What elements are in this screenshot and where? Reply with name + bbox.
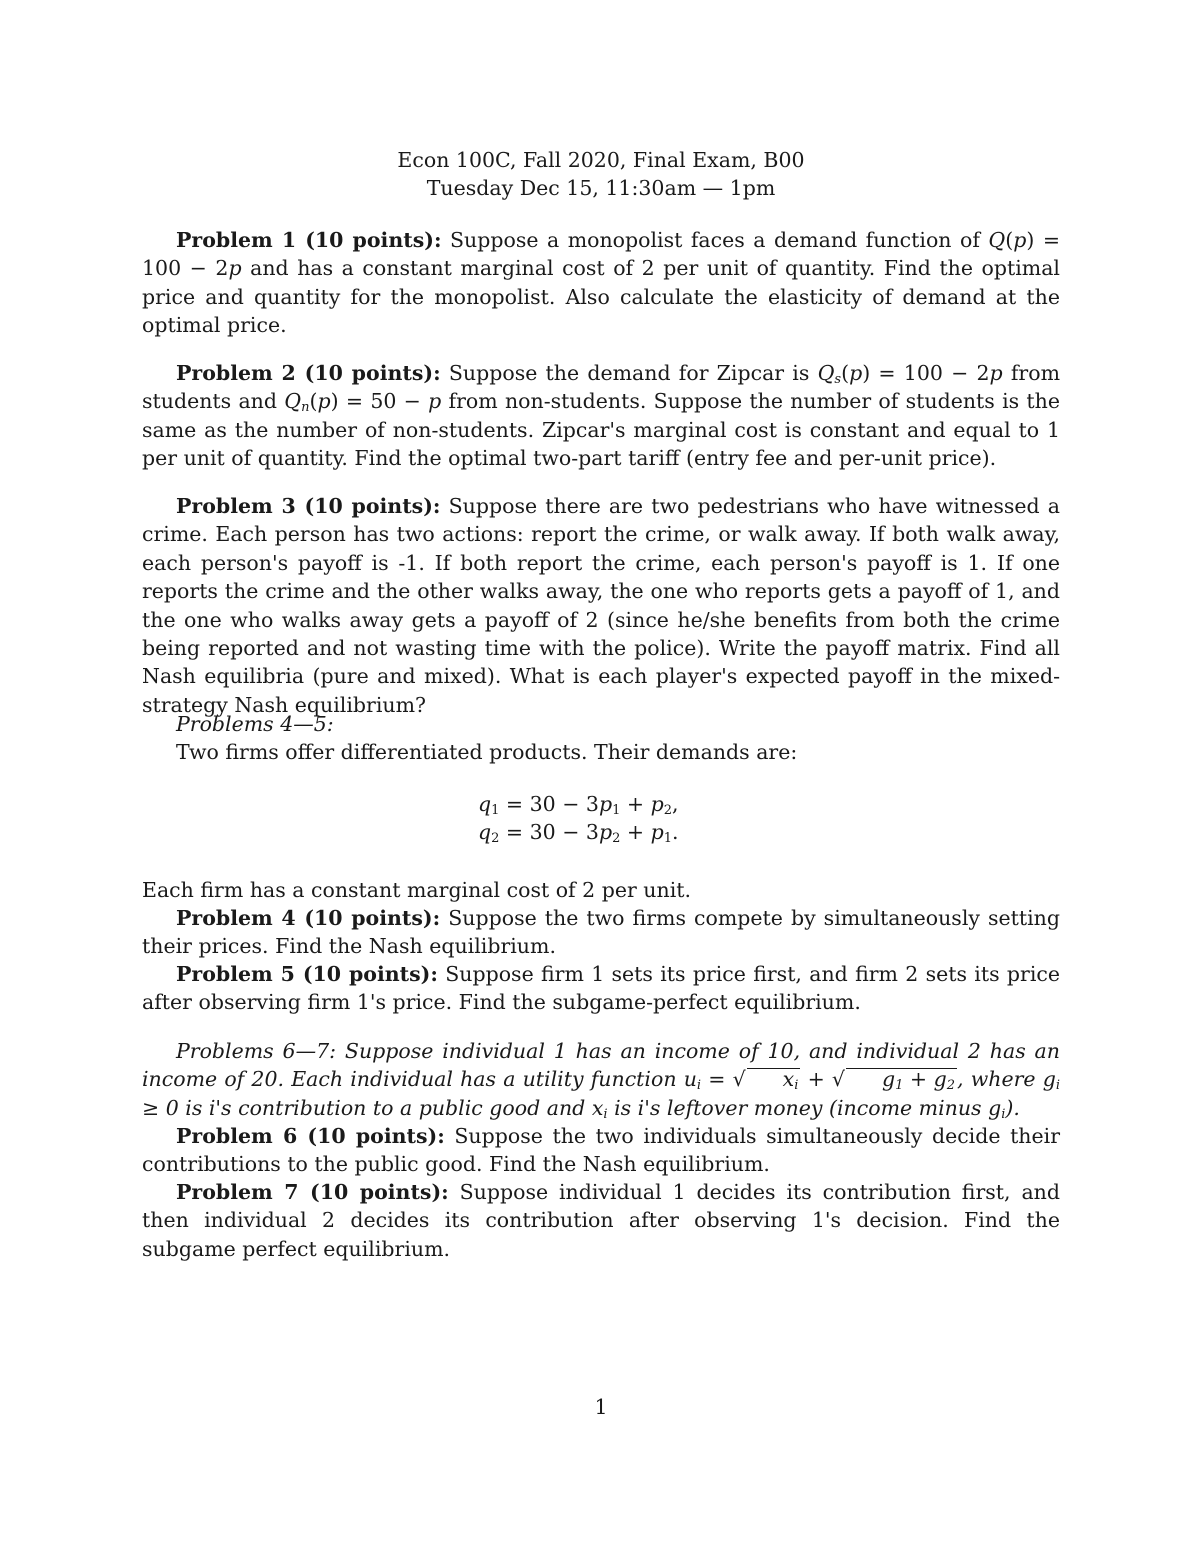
exam-header (142, 146, 1060, 202)
problems-6-7-intro: Problems 6—7: Suppose individual 1 has an income of 10, and individual 2 has an income of 20. Each individual has a utility function $u_i$ = √ $x_i$ + √ $g_1 + g_2$, where $g_i \ge 0$ is i's contribution to a public good and $x_i$ is i's leftover money (income minus $g_i$). (142, 1039, 1061, 1122)
problem-3: Problem 3 (10 points): Suppose there are two pedestrians who have witnessed a crime. Each person has two actions: report the crime, or walk away. If both walk away, each person's payoff is -1. If both report the crime, each person's payoff is 1. If one reports the crime and the other walks away, the one who reports gets a payoff of 1, and the one who walks away gets a payoff of 2 (since he/she benefits from both the crime being reported and not wasting time with the police). Write the payoff matrix. Find all Nash equilibria (pure and mixed). What is each player's expected payoff in the mixed-strategy Nash equilibrium? (142, 494, 1060, 717)
problem-3-label: Problem 3 (10 points): (176, 494, 441, 518)
problems-4-5-heading: Problems 4—5: (176, 712, 334, 736)
math-qs: $Q_s$ (817, 361, 842, 387)
math-demand: Q (988, 228, 1006, 252)
problem-4-label: Problem 4 (10 points): (176, 906, 441, 930)
exam-date: Tuesday Dec 15, 11:30am — 1pm (426, 176, 776, 200)
math-qn: $Q_n$ (284, 389, 310, 416)
marginal-cost-note: Each firm has a constant marginal cost of 2 per unit. (142, 878, 692, 902)
problem-5: Problem 5 (10 points): Suppose firm 1 sets its price first, and firm 2 sets its price after observing firm 1's price. Find the subgame-perfect equilibrium. (142, 962, 1060, 1015)
problem-1: Problem 1 (10 points): Suppose a monopolist faces a demand function of Q(p) = 100 − 2p and has a constant marginal cost of 2 per unit of quantity. Find the optimal price and quantity for the monopolist. Also calculate the elasticity of demand at the optimal price. (142, 228, 1061, 338)
equation-q2: $q_2 = 30 - 3p_2 + p_1$. (478, 820, 679, 846)
problem-7: Problem 7 (10 points): Suppose individual 1 decides its contribution first, and then individual 2 decides its contribution after observing 1's decision. Find the subgame perfect equilibrium. (142, 1180, 1060, 1261)
exam-title: Econ 100C, Fall 2020, Final Exam, B00 (397, 148, 805, 172)
problem-6: Problem 6 (10 points): Suppose the two individuals simultaneously decide their contributions to the public good. Find the Nash equilibrium. (142, 1124, 1060, 1177)
equation-q1: $q_1 = 30 - 3p_1 + p_2$, (478, 792, 679, 818)
page-number: 1 (594, 1395, 608, 1419)
problem-1-label: Problem 1 (10 points): (176, 228, 442, 252)
problem-7-label: Problem 7 (10 points): (176, 1180, 449, 1204)
problem-2: Problem 2 (10 points): Suppose the demand for Zipcar is $Q_s(p) = 100 - 2p$ from students and $Q_n(p) = 50 - p$ from non-students. Suppose the number of students is the same as the number of non-students. Zipcar's marginal cost is constant and equal to 1 per unit of quantity. Find the optimal two-part tariff (entry fee and per-unit price). (142, 361, 1061, 471)
problem-6-label: Problem 6 (10 points): (176, 1124, 445, 1148)
problem-4: Problem 4 (10 points): Suppose the two firms compete by simultaneously setting their prices. Find the Nash equilibrium. (142, 906, 1061, 959)
demand-equations (478, 790, 679, 846)
problems-4-5-intro: Two firms offer differentiated products. Their demands are: (176, 740, 798, 764)
utility-function: $u_i$ = √ $x_i$ + √ $g_1 + g_2$ (683, 1067, 956, 1094)
problem-5-label: Problem 5 (10 points): (176, 962, 438, 986)
problem-2-label: Problem 2 (10 points): (176, 361, 441, 385)
